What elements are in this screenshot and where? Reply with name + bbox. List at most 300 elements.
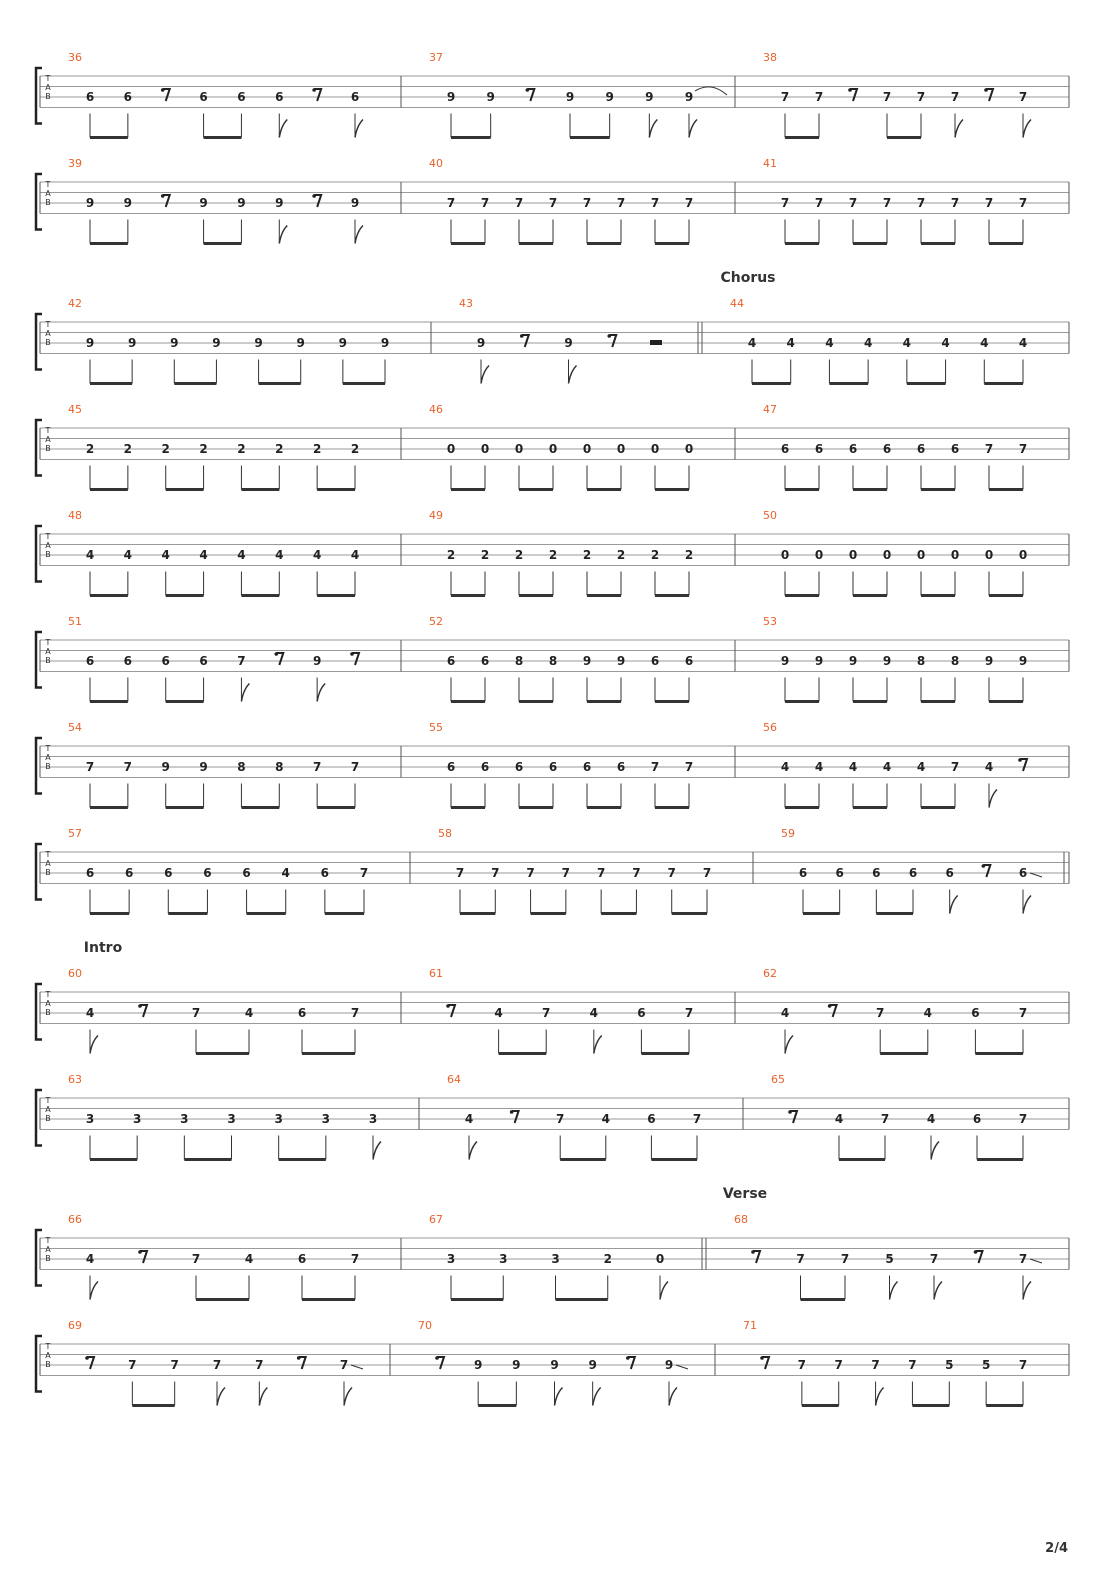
- eighth-rest-dot: [138, 1004, 142, 1008]
- fret-number: 8: [950, 654, 960, 668]
- fret-number: 6: [684, 654, 694, 668]
- fret-number: 7: [491, 866, 500, 880]
- fret-number: 7: [312, 760, 322, 774]
- note-flag: [469, 1142, 477, 1160]
- fret-number: 2: [237, 442, 246, 456]
- fret-number: 7: [128, 1358, 137, 1372]
- tab-clef-letter: B: [45, 1114, 51, 1123]
- fret-number: 9: [486, 90, 495, 104]
- fret-number: 2: [123, 442, 133, 456]
- eighth-rest-dot: [626, 1356, 630, 1360]
- measure-number: 39: [68, 157, 82, 170]
- fret-number: 7: [85, 760, 95, 774]
- fret-number: 4: [980, 336, 989, 350]
- fret-number: 9: [350, 196, 360, 210]
- fret-number: 2: [480, 548, 490, 562]
- fret-number: 7: [548, 196, 558, 210]
- tab-clef-letter: A: [45, 1245, 51, 1254]
- tab-system: [36, 509, 1069, 596]
- fret-number: 3: [446, 1252, 456, 1266]
- measure-number: 53: [763, 615, 777, 628]
- note-flag: [90, 1036, 98, 1054]
- tab-system: [36, 615, 1069, 702]
- fret-number: 9: [550, 1358, 559, 1372]
- fret-number: 7: [916, 196, 926, 210]
- tab-clef-letter: A: [45, 859, 51, 868]
- note-flag: [1023, 896, 1031, 914]
- fret-number: 2: [85, 442, 95, 456]
- tab-clef-letter: T: [45, 532, 51, 541]
- tab-system: [36, 51, 1069, 138]
- fret-number: 6: [164, 866, 173, 880]
- fret-number: 7: [702, 866, 712, 880]
- fret-number: 7: [814, 196, 824, 210]
- fret-number: 7: [796, 1252, 805, 1266]
- tab-clef-letter: T: [45, 990, 51, 999]
- fret-number: 7: [446, 196, 456, 210]
- eighth-rest-dot: [350, 652, 354, 656]
- eighth-rest-dot: [446, 1004, 450, 1008]
- eighth-rest-dot: [848, 88, 852, 92]
- fret-number: 4: [834, 1112, 844, 1126]
- fret-number: 4: [747, 336, 757, 350]
- tab-clef-letter: B: [45, 868, 51, 877]
- tab-clef-letter: B: [45, 1360, 51, 1369]
- tab-clef-letter: A: [45, 1351, 51, 1360]
- fret-number: 6: [872, 866, 881, 880]
- eighth-rest-dot: [828, 1004, 832, 1008]
- fret-number: 6: [616, 760, 626, 774]
- note-flag: [950, 896, 958, 914]
- fret-number: 6: [237, 90, 246, 104]
- eighth-rest-dot: [607, 334, 611, 338]
- eighth-rest-dot: [161, 194, 165, 198]
- tab-clef-letter: B: [45, 444, 51, 453]
- eighth-rest-dot: [1018, 758, 1022, 762]
- tab-system: [36, 940, 1069, 1054]
- fret-number: 7: [950, 760, 960, 774]
- fret-number: 6: [446, 760, 456, 774]
- fret-number: 9: [780, 654, 790, 668]
- fret-number: 2: [684, 548, 694, 562]
- note-flag: [344, 1388, 352, 1406]
- fret-number: 4: [1018, 336, 1028, 350]
- fret-number: 7: [876, 1006, 885, 1020]
- fret-number: 5: [885, 1252, 894, 1266]
- fret-number: 6: [297, 1006, 307, 1020]
- fret-number: 4: [923, 1006, 932, 1020]
- eighth-rest-dot: [312, 194, 316, 198]
- fret-number: 9: [582, 654, 592, 668]
- fret-number: 9: [199, 196, 208, 210]
- fret-number: 6: [199, 654, 208, 668]
- fret-number: 9: [199, 760, 208, 774]
- note-flag: [1023, 120, 1031, 138]
- fret-number: 6: [480, 654, 490, 668]
- fret-number: 7: [834, 1358, 843, 1372]
- fret-number: 0: [655, 1252, 665, 1266]
- section-label: Intro: [83, 940, 123, 956]
- fret-number: 9: [684, 90, 694, 104]
- fret-number: 9: [123, 196, 133, 210]
- fret-number: 7: [1018, 90, 1028, 104]
- fret-number: 9: [476, 336, 486, 350]
- fret-number: 6: [85, 866, 95, 880]
- fret-number: 9: [565, 90, 575, 104]
- fret-number: 9: [312, 654, 322, 668]
- note-flag: [555, 1388, 563, 1406]
- fret-number: 6: [123, 654, 133, 668]
- fret-number: 0: [582, 442, 592, 456]
- measure-number: 43: [459, 297, 473, 310]
- fret-number: 6: [650, 654, 660, 668]
- measure-number: 40: [429, 157, 443, 170]
- fret-number: 6: [848, 442, 858, 456]
- note-flag: [931, 1142, 939, 1160]
- eighth-rest-dot: [161, 88, 165, 92]
- fret-number: 3: [368, 1112, 378, 1126]
- slide-mark: [676, 1365, 688, 1369]
- fret-number: 3: [499, 1252, 508, 1266]
- measure-number: 50: [763, 509, 777, 522]
- tab-clef-letter: T: [45, 1342, 51, 1351]
- fret-number: 4: [161, 548, 170, 562]
- fret-number: 0: [984, 548, 994, 562]
- measure-number: 62: [763, 967, 777, 980]
- fret-number: 6: [242, 866, 251, 880]
- fret-number: 7: [542, 1006, 551, 1020]
- note-flag: [373, 1142, 381, 1160]
- eighth-rest-dot: [526, 88, 530, 92]
- measure-number: 49: [429, 509, 443, 522]
- fret-number: 7: [1018, 1006, 1028, 1020]
- eighth-rest-dot: [982, 864, 986, 868]
- fret-number: 9: [473, 1358, 483, 1372]
- fret-number: 4: [902, 336, 912, 350]
- eighth-rest-dot: [760, 1356, 764, 1360]
- fret-number: 0: [814, 548, 824, 562]
- fret-number: 6: [798, 866, 808, 880]
- fret-number: 4: [814, 760, 824, 774]
- fret-number: 7: [1018, 196, 1028, 210]
- fret-number: 6: [1018, 866, 1028, 880]
- tab-clef-letter: B: [45, 198, 51, 207]
- fret-number: 4: [85, 1006, 95, 1020]
- fret-number: 9: [616, 654, 626, 668]
- eighth-rest-dot: [984, 88, 988, 92]
- fret-number: 0: [616, 442, 626, 456]
- fret-number: 2: [161, 442, 170, 456]
- eighth-rest-dot: [510, 1110, 514, 1114]
- section-label: Verse: [722, 1186, 768, 1202]
- fret-number: 6: [297, 1252, 307, 1266]
- note-flag: [279, 120, 287, 138]
- fret-number: 4: [275, 548, 284, 562]
- note-flag: [90, 1282, 98, 1300]
- measure-number: 66: [68, 1213, 82, 1226]
- fret-number: 6: [908, 866, 918, 880]
- tab-clef-letter: B: [45, 550, 51, 559]
- measure-number: 57: [68, 827, 82, 840]
- fret-number: 4: [281, 866, 290, 880]
- fret-number: 4: [244, 1252, 254, 1266]
- fret-number: 7: [848, 196, 858, 210]
- fret-number: 6: [882, 442, 892, 456]
- fret-number: 7: [950, 196, 960, 210]
- fret-number: 8: [548, 654, 558, 668]
- slide-mark: [351, 1365, 363, 1369]
- fret-number: 2: [514, 548, 524, 562]
- fret-number: 7: [1018, 442, 1028, 456]
- note-flag: [317, 684, 325, 702]
- fret-number: 7: [908, 1358, 917, 1372]
- fret-number: 7: [455, 866, 465, 880]
- measure-number: 38: [763, 51, 777, 64]
- note-flag: [1023, 1282, 1031, 1300]
- fret-number: 9: [380, 336, 390, 350]
- fret-number: 0: [848, 548, 858, 562]
- tab-clef-letter: T: [45, 180, 51, 189]
- fret-number: 3: [551, 1252, 560, 1266]
- slide-mark: [1030, 873, 1042, 877]
- tab-clef-letter: A: [45, 999, 51, 1008]
- fret-number: 4: [825, 336, 834, 350]
- measure-number: 70: [418, 1319, 432, 1332]
- fret-number: 7: [526, 866, 535, 880]
- note-flag: [259, 1388, 267, 1406]
- measure-number: 64: [447, 1073, 461, 1086]
- measure-number: 54: [68, 721, 82, 734]
- tab-clef-letter: T: [45, 744, 51, 753]
- fret-number: 9: [664, 1358, 674, 1372]
- fret-number: 5: [981, 1358, 991, 1372]
- fret-number: 0: [1018, 548, 1028, 562]
- measure-number: 58: [438, 827, 452, 840]
- fret-number: 9: [127, 336, 137, 350]
- tab-system: [36, 827, 1069, 914]
- fret-number: 0: [684, 442, 694, 456]
- fret-number: 7: [255, 1358, 264, 1372]
- fret-number: 4: [244, 1006, 254, 1020]
- slide-mark: [1030, 1259, 1042, 1263]
- fret-number: 2: [275, 442, 284, 456]
- fret-number: 2: [446, 548, 456, 562]
- note-flag: [217, 1388, 225, 1406]
- tab-clef-letter: T: [45, 426, 51, 435]
- fret-number: 6: [814, 442, 824, 456]
- note-flag: [241, 684, 249, 702]
- fret-number: 7: [916, 90, 926, 104]
- fret-number: 7: [480, 196, 490, 210]
- fret-number: 9: [338, 336, 348, 350]
- fret-number: 6: [780, 442, 790, 456]
- fret-number: 6: [350, 90, 360, 104]
- tab-clef-letter: T: [45, 638, 51, 647]
- note-flag: [955, 120, 963, 138]
- fret-number: 7: [632, 866, 641, 880]
- tab-system: [36, 157, 1069, 244]
- tie-arc: [695, 87, 727, 95]
- tab-clef-letter: B: [45, 1008, 51, 1017]
- fret-number: 4: [237, 548, 246, 562]
- fret-number: 0: [480, 442, 490, 456]
- fret-number: 6: [548, 760, 558, 774]
- fret-number: 7: [692, 1112, 702, 1126]
- tab-clef-letter: B: [45, 656, 51, 665]
- fret-number: 7: [797, 1358, 807, 1372]
- note-flag: [890, 1282, 898, 1300]
- fret-number: 6: [971, 1006, 980, 1020]
- fret-number: 3: [180, 1112, 189, 1126]
- fret-number: 6: [199, 90, 208, 104]
- fret-number: 3: [132, 1112, 142, 1126]
- fret-number: 4: [786, 336, 795, 350]
- note-flag: [593, 1388, 601, 1406]
- tab-clef-letter: T: [45, 850, 51, 859]
- fret-number: 7: [650, 760, 660, 774]
- fret-number: 9: [85, 336, 95, 350]
- fret-number: 7: [684, 1006, 694, 1020]
- fret-number: 9: [588, 1358, 597, 1372]
- fret-number: 7: [350, 760, 360, 774]
- fret-number: 5: [945, 1358, 954, 1372]
- note-flag: [876, 1388, 884, 1406]
- fret-number: 7: [684, 196, 694, 210]
- fret-number: 7: [667, 866, 676, 880]
- fret-number: 7: [984, 196, 994, 210]
- fret-number: 6: [972, 1112, 982, 1126]
- tab-system: [36, 1319, 1069, 1406]
- note-flag: [660, 1282, 668, 1300]
- fret-number: 9: [446, 90, 456, 104]
- fret-number: 0: [446, 442, 456, 456]
- tab-clef-letter: A: [45, 435, 51, 444]
- tab-clef-letter: T: [45, 1096, 51, 1105]
- tab-system: [36, 403, 1069, 490]
- fret-number: 6: [582, 760, 592, 774]
- fret-number: 7: [556, 1112, 565, 1126]
- fret-number: 6: [647, 1112, 656, 1126]
- fret-number: 9: [512, 1358, 521, 1372]
- fret-number: 6: [446, 654, 456, 668]
- note-flag: [669, 1388, 677, 1406]
- fret-number: 9: [212, 336, 221, 350]
- fret-number: 3: [274, 1112, 283, 1126]
- measure-number: 45: [68, 403, 82, 416]
- fret-number: 9: [645, 90, 654, 104]
- fret-number: 4: [916, 760, 926, 774]
- fret-number: 7: [191, 1006, 201, 1020]
- tab-clef-letter: A: [45, 83, 51, 92]
- fret-number: 2: [650, 548, 660, 562]
- fret-number: 4: [848, 760, 858, 774]
- note-flag: [279, 226, 287, 244]
- fret-number: 4: [926, 1112, 936, 1126]
- fret-number: 7: [561, 866, 571, 880]
- fret-number: 9: [814, 654, 824, 668]
- note-flag: [989, 790, 997, 808]
- fret-number: 4: [85, 548, 95, 562]
- fret-number: 8: [237, 760, 246, 774]
- fret-number: 7: [1018, 1358, 1028, 1372]
- fret-number: 7: [650, 196, 660, 210]
- tab-system: [36, 721, 1069, 808]
- fret-number: 6: [85, 90, 95, 104]
- fret-number: 9: [882, 654, 892, 668]
- measure-number: 48: [68, 509, 82, 522]
- fret-number: 4: [941, 336, 950, 350]
- fret-number: 6: [916, 442, 926, 456]
- fret-number: 8: [916, 654, 926, 668]
- tab-clef-letter: A: [45, 1105, 51, 1114]
- fret-number: 7: [984, 442, 994, 456]
- eighth-rest-dot: [297, 1356, 301, 1360]
- fret-number: 7: [212, 1358, 222, 1372]
- fret-number: 0: [514, 442, 524, 456]
- half-rest: [650, 340, 662, 345]
- measure-number: 56: [763, 721, 777, 734]
- fret-number: 4: [601, 1112, 610, 1126]
- tab-clef-letter: A: [45, 647, 51, 656]
- fret-number: 4: [85, 1252, 95, 1266]
- fret-number: 7: [871, 1358, 880, 1372]
- fret-number: 7: [596, 866, 606, 880]
- fret-number: 4: [589, 1006, 598, 1020]
- fret-number: 2: [548, 548, 558, 562]
- eighth-rest-dot: [274, 652, 278, 656]
- fret-number: 9: [275, 196, 284, 210]
- tab-system: [36, 1186, 1069, 1300]
- eighth-rest-dot: [435, 1356, 439, 1360]
- fret-number: 6: [161, 654, 170, 668]
- tab-clef-letter: B: [45, 762, 51, 771]
- page-number: 2/4: [1045, 1541, 1068, 1556]
- fret-number: 7: [359, 866, 369, 880]
- tab-clef-letter: T: [45, 74, 51, 83]
- fret-number: 3: [85, 1112, 95, 1126]
- measure-number: 71: [743, 1319, 757, 1332]
- tab-clef-letter: B: [45, 92, 51, 101]
- measure-number: 65: [771, 1073, 785, 1086]
- fret-number: 0: [650, 442, 660, 456]
- fret-number: 3: [227, 1112, 236, 1126]
- tab-clef-letter: A: [45, 189, 51, 198]
- fret-number: 6: [514, 760, 524, 774]
- fret-number: 9: [296, 336, 305, 350]
- measure-number: 47: [763, 403, 777, 416]
- note-flag: [689, 120, 697, 138]
- fret-number: 6: [480, 760, 490, 774]
- measure-number: 44: [730, 297, 744, 310]
- eighth-rest-dot: [85, 1356, 89, 1360]
- note-flag: [481, 366, 489, 384]
- tab-system: [36, 270, 1069, 384]
- fret-number: 9: [564, 336, 573, 350]
- tab-clef-letter: A: [45, 541, 51, 550]
- fret-number: 0: [916, 548, 926, 562]
- fret-number: 7: [840, 1252, 850, 1266]
- fret-number: 7: [882, 90, 892, 104]
- eighth-rest-dot: [312, 88, 316, 92]
- fret-number: 7: [616, 196, 626, 210]
- fret-number: 4: [350, 548, 360, 562]
- eighth-rest-dot: [788, 1110, 792, 1114]
- fret-number: 7: [339, 1358, 349, 1372]
- measure-number: 51: [68, 615, 82, 628]
- fret-number: 6: [123, 90, 133, 104]
- fret-number: 2: [312, 442, 322, 456]
- note-flag: [569, 366, 577, 384]
